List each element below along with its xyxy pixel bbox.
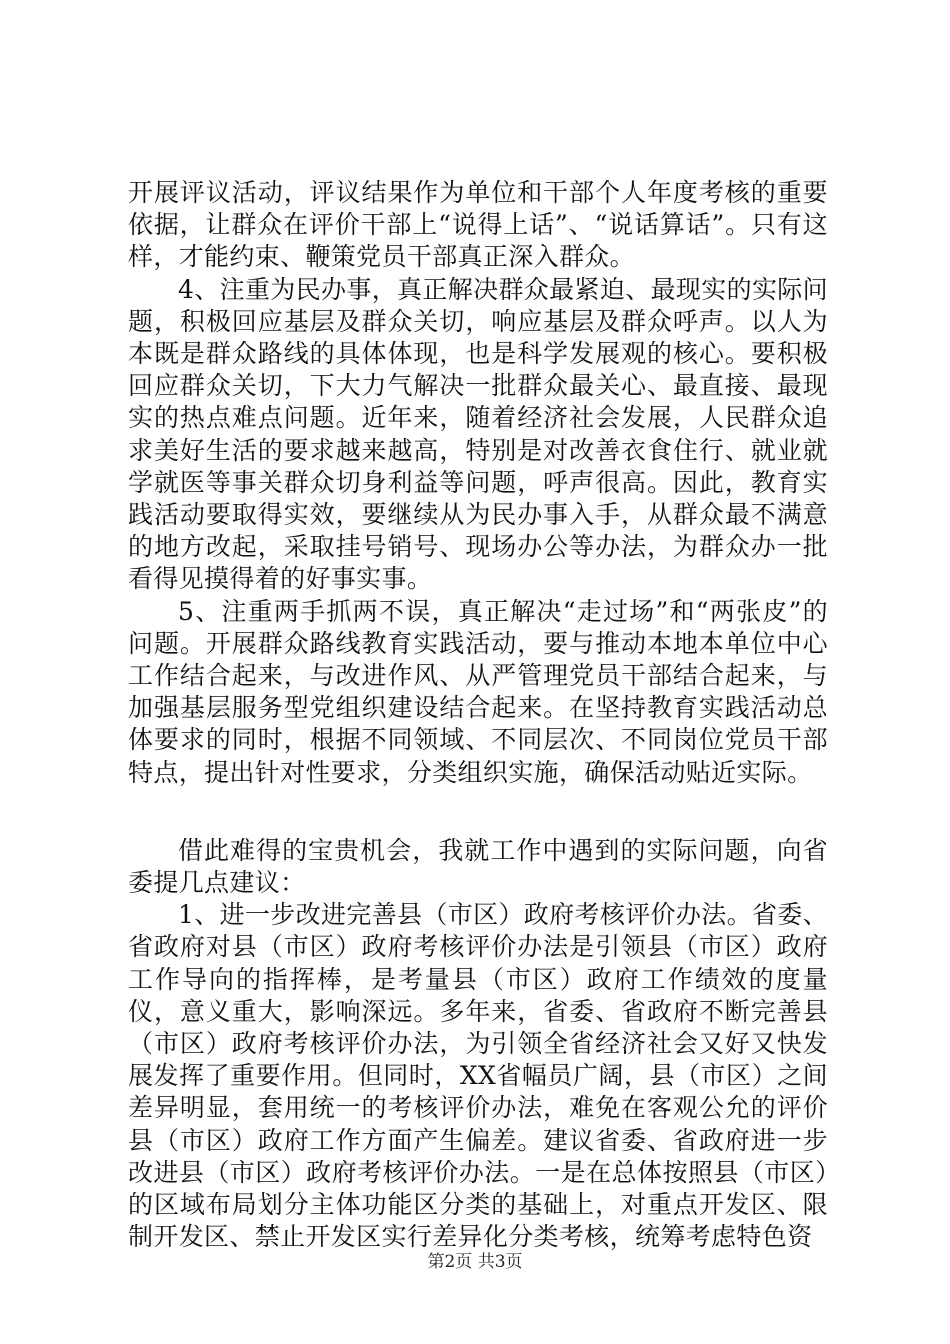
paragraph-point-5: 5、注重两手抓两不误，真正解决“走过场”和“两张皮”的问题。开展群众路线教育实践活动，要与推动本地本单位中心工作结合起来，与改进作风、从严管理党员干部结合起来，与加强基层服务型党组织建设结合起来。在坚持教育实践活动总体要求的同时，根据不同领域、不同层次、不同岗位党员干部特点，提出针对性要求，分类组织实施，确保活动贴近实际。 bbox=[128, 596, 828, 787]
paragraph-continued: 开展评议活动，评议结果作为单位和干部个人年度考核的重要依据，让群众在评价干部上“说得上话”、“说话算话”。只有这样，才能约束、鞭策党员干部真正深入群众。 bbox=[128, 178, 828, 272]
paragraph-point-4: 4、注重为民办事，真正解决群众最紧迫、最现实的实际问题，积极回应基层及群众关切，响应基层及群众呼声。以人为本既是群众路线的具体体现，也是科学发展观的核心。要积极回应群众关切，下大力气解决一批群众最关心、最直接、最现实的热点难点问题。近年来，随着经济社会发展，人民群众追求美好生活的要求越来越高，特别是对改善衣食住行、就业就学就医等事关群众切身利益等问题，呼声很高。因此，教育实践活动要取得实效，要继续从为民办事入手，从群众最不满意的地方改起，采取挂号销号、现场办公等办法，为群众办一批看得见摸得着的好事实事。 bbox=[128, 274, 829, 594]
paragraph-suggestion-1: 1、进一步改进完善县（市区）政府考核评价办法。省委、省政府对县（市区）政府考核评价办法是引领县（市区）政府工作导向的指挥棒，是考量县（市区）政府工作绩效的度量仪，意义重大，影响深远。多年来，省委、省政府不断完善县（市区）政府考核评价办法，为引领全省经济社会又好又快发展发挥了重要作用。但同时，XX省幅员广阔，县（市区）之间差异明显，套用统一的考核评价办法，难免在客观公允的评价县（市区）政府工作方面产生偏差。建议省委、省政府进一步改进县（市区）政府考核评价办法。一是在总体按照县（市区）的区域布局划分主体功能区分类的基础上，对重点开发区、限制开发区、禁止开发区实行差异化分类考核，统筹考虑特色资 bbox=[128, 900, 829, 1252]
document-body bbox=[128, 177, 828, 1254]
paragraph-gap bbox=[128, 789, 828, 835]
page-footer: 第2页 共3页 bbox=[427, 1252, 523, 1272]
paragraph-suggestions-intro: 借此难得的宝贵机会，我就工作中遇到的实际问题，向省委提几点建议： bbox=[128, 835, 828, 898]
